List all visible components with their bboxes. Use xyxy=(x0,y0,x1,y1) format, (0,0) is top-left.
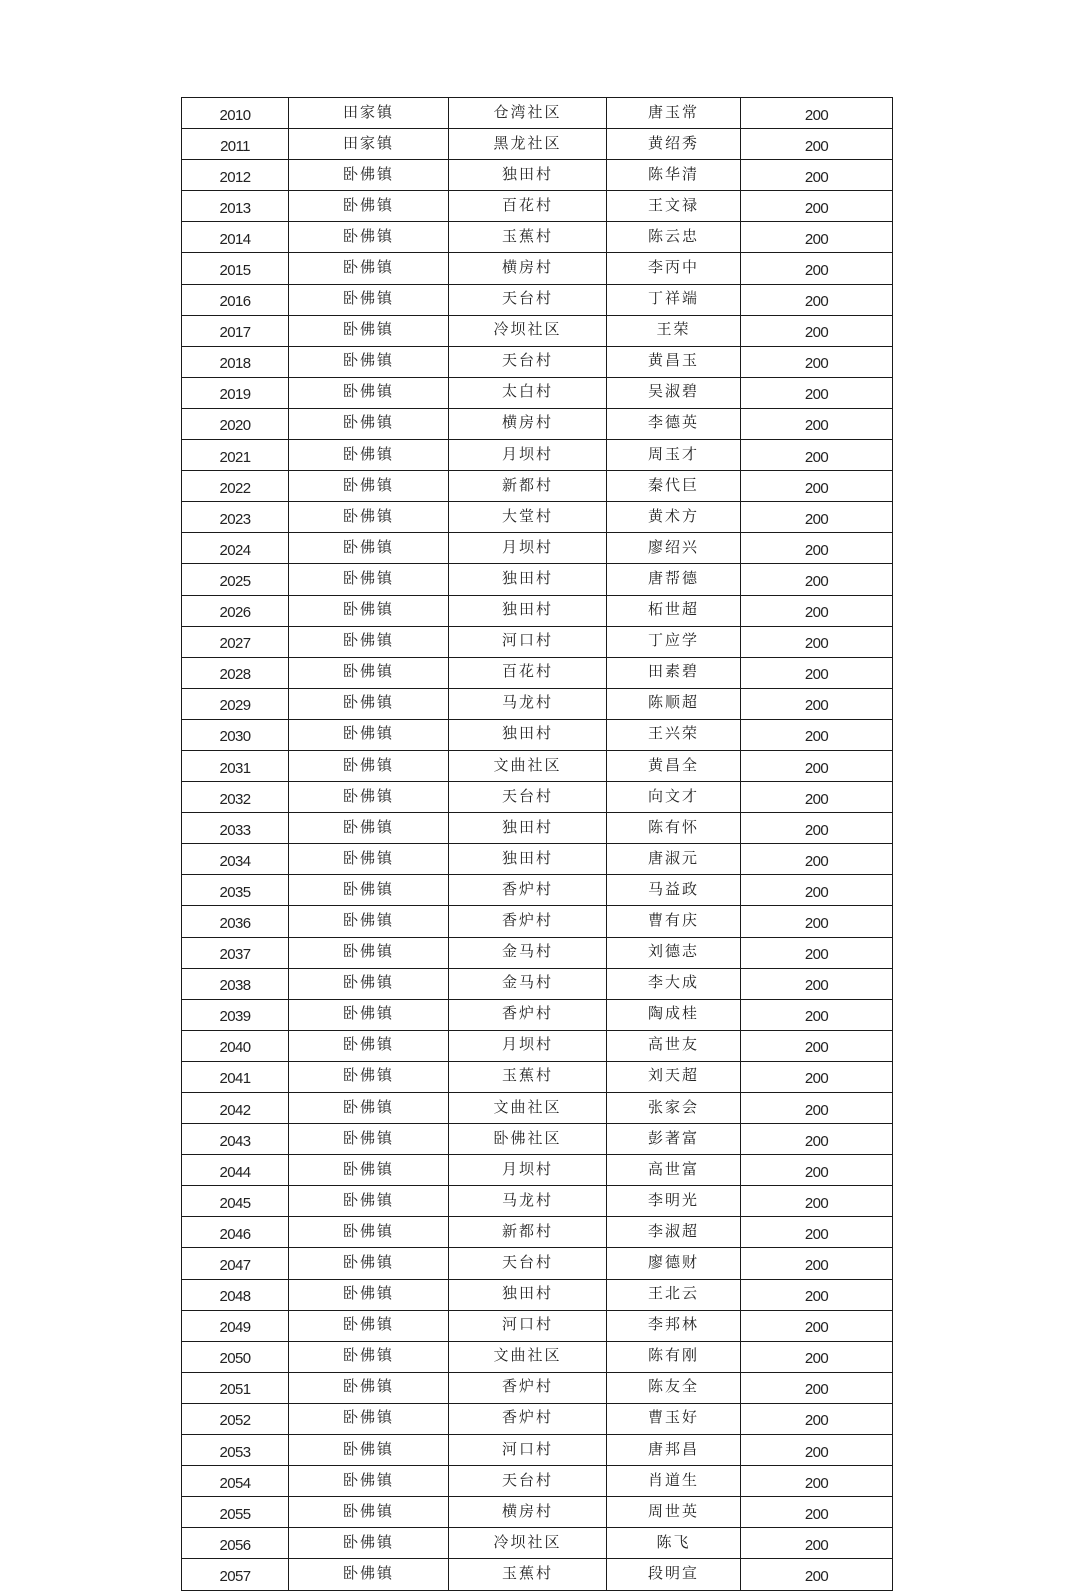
village-cell: 玉蕉村 xyxy=(449,1061,607,1092)
table-row xyxy=(182,284,893,315)
town-cell: 卧佛镇 xyxy=(289,284,449,315)
name-cell: 李德英 xyxy=(607,408,741,439)
name-cell: 肖道生 xyxy=(607,1466,741,1497)
row-number-cell: 2018 xyxy=(182,346,289,377)
row-number-cell: 2021 xyxy=(182,440,289,471)
table-row xyxy=(182,626,893,657)
table-row xyxy=(182,719,893,750)
name-cell: 李大成 xyxy=(607,968,741,999)
village-cell: 大堂村 xyxy=(449,502,607,533)
table-row xyxy=(182,1341,893,1372)
table-row xyxy=(182,98,893,129)
table-row xyxy=(182,595,893,626)
amount-cell: 200 xyxy=(741,440,893,471)
name-cell: 周玉才 xyxy=(607,440,741,471)
amount-cell: 200 xyxy=(741,657,893,688)
row-number-cell: 2045 xyxy=(182,1186,289,1217)
table-row xyxy=(182,844,893,875)
amount-cell: 200 xyxy=(741,346,893,377)
village-cell: 玉蕉村 xyxy=(449,222,607,253)
village-cell: 独田村 xyxy=(449,595,607,626)
name-cell: 向文才 xyxy=(607,782,741,813)
row-number-cell: 2057 xyxy=(182,1559,289,1590)
name-cell: 黄昌玉 xyxy=(607,346,741,377)
table-row xyxy=(182,1186,893,1217)
table-row xyxy=(182,875,893,906)
name-cell: 陶成桂 xyxy=(607,999,741,1030)
amount-cell: 200 xyxy=(741,315,893,346)
town-cell: 卧佛镇 xyxy=(289,377,449,408)
town-cell: 卧佛镇 xyxy=(289,408,449,439)
name-cell: 陈顺超 xyxy=(607,688,741,719)
village-cell: 卧佛社区 xyxy=(449,1124,607,1155)
name-cell: 曹玉好 xyxy=(607,1403,741,1434)
name-cell: 廖绍兴 xyxy=(607,533,741,564)
name-cell: 唐帮德 xyxy=(607,564,741,595)
amount-cell: 200 xyxy=(741,1528,893,1559)
town-cell: 卧佛镇 xyxy=(289,1372,449,1403)
name-cell: 丁祥端 xyxy=(607,284,741,315)
town-cell: 卧佛镇 xyxy=(289,782,449,813)
town-cell: 卧佛镇 xyxy=(289,160,449,191)
town-cell: 卧佛镇 xyxy=(289,1341,449,1372)
village-cell: 玉蕉村 xyxy=(449,1559,607,1590)
town-cell: 卧佛镇 xyxy=(289,595,449,626)
amount-cell: 200 xyxy=(741,1061,893,1092)
row-number-cell: 2026 xyxy=(182,595,289,626)
town-cell: 卧佛镇 xyxy=(289,844,449,875)
village-cell: 横房村 xyxy=(449,1497,607,1528)
amount-cell: 200 xyxy=(741,1155,893,1186)
town-cell: 卧佛镇 xyxy=(289,1559,449,1590)
amount-cell: 200 xyxy=(741,1403,893,1434)
table-row xyxy=(182,1248,893,1279)
village-cell: 黑龙社区 xyxy=(449,129,607,160)
village-cell: 天台村 xyxy=(449,1466,607,1497)
amount-cell: 200 xyxy=(741,906,893,937)
row-number-cell: 2035 xyxy=(182,875,289,906)
row-number-cell: 2046 xyxy=(182,1217,289,1248)
town-cell: 卧佛镇 xyxy=(289,253,449,284)
row-number-cell: 2039 xyxy=(182,999,289,1030)
table-row xyxy=(182,253,893,284)
table-row xyxy=(182,129,893,160)
row-number-cell: 2044 xyxy=(182,1155,289,1186)
table-row xyxy=(182,688,893,719)
village-cell: 冷坝社区 xyxy=(449,1528,607,1559)
village-cell: 金马村 xyxy=(449,968,607,999)
town-cell: 卧佛镇 xyxy=(289,346,449,377)
amount-cell: 200 xyxy=(741,595,893,626)
row-number-cell: 2010 xyxy=(182,98,289,129)
amount-cell: 200 xyxy=(741,1279,893,1310)
amount-cell: 200 xyxy=(741,129,893,160)
amount-cell: 200 xyxy=(741,564,893,595)
name-cell: 王文禄 xyxy=(607,191,741,222)
row-number-cell: 2054 xyxy=(182,1466,289,1497)
amount-cell: 200 xyxy=(741,813,893,844)
town-cell: 卧佛镇 xyxy=(289,719,449,750)
amount-cell: 200 xyxy=(741,408,893,439)
village-cell: 月坝村 xyxy=(449,1030,607,1061)
amount-cell: 200 xyxy=(741,750,893,781)
row-number-cell: 2019 xyxy=(182,377,289,408)
table-row xyxy=(182,377,893,408)
amount-cell: 200 xyxy=(741,1341,893,1372)
table-row xyxy=(182,1466,893,1497)
name-cell: 黄绍秀 xyxy=(607,129,741,160)
name-cell: 丁应学 xyxy=(607,626,741,657)
amount-cell: 200 xyxy=(741,782,893,813)
table-row xyxy=(182,1093,893,1124)
name-cell: 曹有庆 xyxy=(607,906,741,937)
row-number-cell: 2012 xyxy=(182,160,289,191)
table-row xyxy=(182,906,893,937)
table-row xyxy=(182,440,893,471)
village-cell: 横房村 xyxy=(449,253,607,284)
table-row xyxy=(182,750,893,781)
name-cell: 陈云忠 xyxy=(607,222,741,253)
table-row xyxy=(182,1155,893,1186)
town-cell: 卧佛镇 xyxy=(289,1030,449,1061)
amount-cell: 200 xyxy=(741,1186,893,1217)
table-row xyxy=(182,1372,893,1403)
amount-cell: 200 xyxy=(741,937,893,968)
table-row xyxy=(182,564,893,595)
row-number-cell: 2031 xyxy=(182,750,289,781)
row-number-cell: 2023 xyxy=(182,502,289,533)
table-row xyxy=(182,1559,893,1590)
row-number-cell: 2042 xyxy=(182,1093,289,1124)
town-cell: 卧佛镇 xyxy=(289,999,449,1030)
town-cell: 卧佛镇 xyxy=(289,813,449,844)
table-row xyxy=(182,1310,893,1341)
amount-cell: 200 xyxy=(741,377,893,408)
table-row xyxy=(182,1279,893,1310)
town-cell: 卧佛镇 xyxy=(289,1279,449,1310)
village-cell: 香炉村 xyxy=(449,906,607,937)
name-cell: 王荣 xyxy=(607,315,741,346)
name-cell: 唐邦昌 xyxy=(607,1435,741,1466)
row-number-cell: 2029 xyxy=(182,688,289,719)
amount-cell: 200 xyxy=(741,968,893,999)
name-cell: 黄昌全 xyxy=(607,750,741,781)
village-cell: 横房村 xyxy=(449,408,607,439)
name-cell: 陈有怀 xyxy=(607,813,741,844)
village-cell: 文曲社区 xyxy=(449,1093,607,1124)
amount-cell: 200 xyxy=(741,719,893,750)
row-number-cell: 2052 xyxy=(182,1403,289,1434)
table-row xyxy=(182,222,893,253)
table-row xyxy=(182,346,893,377)
village-cell: 百花村 xyxy=(449,191,607,222)
town-cell: 卧佛镇 xyxy=(289,937,449,968)
village-cell: 文曲社区 xyxy=(449,1341,607,1372)
row-number-cell: 2050 xyxy=(182,1341,289,1372)
town-cell: 卧佛镇 xyxy=(289,191,449,222)
row-number-cell: 2017 xyxy=(182,315,289,346)
village-cell: 河口村 xyxy=(449,626,607,657)
village-cell: 独田村 xyxy=(449,1279,607,1310)
town-cell: 卧佛镇 xyxy=(289,626,449,657)
row-number-cell: 2053 xyxy=(182,1435,289,1466)
town-cell: 卧佛镇 xyxy=(289,1497,449,1528)
town-cell: 卧佛镇 xyxy=(289,657,449,688)
row-number-cell: 2048 xyxy=(182,1279,289,1310)
name-cell: 李邦林 xyxy=(607,1310,741,1341)
name-cell: 陈飞 xyxy=(607,1528,741,1559)
village-cell: 天台村 xyxy=(449,284,607,315)
village-cell: 新都村 xyxy=(449,471,607,502)
village-cell: 马龙村 xyxy=(449,688,607,719)
name-cell: 马益政 xyxy=(607,875,741,906)
village-cell: 香炉村 xyxy=(449,875,607,906)
village-cell: 太白村 xyxy=(449,377,607,408)
row-number-cell: 2033 xyxy=(182,813,289,844)
village-cell: 香炉村 xyxy=(449,1403,607,1434)
name-cell: 陈有刚 xyxy=(607,1341,741,1372)
village-cell: 金马村 xyxy=(449,937,607,968)
town-cell: 田家镇 xyxy=(289,129,449,160)
name-cell: 柘世超 xyxy=(607,595,741,626)
town-cell: 卧佛镇 xyxy=(289,564,449,595)
town-cell: 卧佛镇 xyxy=(289,968,449,999)
village-cell: 独田村 xyxy=(449,719,607,750)
table-row xyxy=(182,1528,893,1559)
table-row xyxy=(182,1403,893,1434)
row-number-cell: 2011 xyxy=(182,129,289,160)
name-cell: 刘天超 xyxy=(607,1061,741,1092)
name-cell: 高世富 xyxy=(607,1155,741,1186)
row-number-cell: 2024 xyxy=(182,533,289,564)
amount-cell: 200 xyxy=(741,1217,893,1248)
name-cell: 田素碧 xyxy=(607,657,741,688)
village-cell: 河口村 xyxy=(449,1310,607,1341)
name-cell: 唐淑元 xyxy=(607,844,741,875)
town-cell: 卧佛镇 xyxy=(289,315,449,346)
row-number-cell: 2040 xyxy=(182,1030,289,1061)
village-cell: 仓湾社区 xyxy=(449,98,607,129)
row-number-cell: 2027 xyxy=(182,626,289,657)
amount-cell: 200 xyxy=(741,626,893,657)
amount-cell: 200 xyxy=(741,222,893,253)
amount-cell: 200 xyxy=(741,1310,893,1341)
table-body xyxy=(182,98,893,1591)
table-row xyxy=(182,471,893,502)
town-cell: 卧佛镇 xyxy=(289,1466,449,1497)
village-cell: 河口村 xyxy=(449,1435,607,1466)
town-cell: 卧佛镇 xyxy=(289,1528,449,1559)
table-row xyxy=(182,1435,893,1466)
row-number-cell: 2013 xyxy=(182,191,289,222)
table-row xyxy=(182,1497,893,1528)
row-number-cell: 2032 xyxy=(182,782,289,813)
row-number-cell: 2049 xyxy=(182,1310,289,1341)
name-cell: 彭著富 xyxy=(607,1124,741,1155)
row-number-cell: 2030 xyxy=(182,719,289,750)
amount-cell: 200 xyxy=(741,1466,893,1497)
name-cell: 唐玉常 xyxy=(607,98,741,129)
town-cell: 卧佛镇 xyxy=(289,502,449,533)
name-cell: 李明光 xyxy=(607,1186,741,1217)
village-cell: 香炉村 xyxy=(449,999,607,1030)
row-number-cell: 2016 xyxy=(182,284,289,315)
town-cell: 卧佛镇 xyxy=(289,1435,449,1466)
table-row xyxy=(182,999,893,1030)
amount-cell: 200 xyxy=(741,98,893,129)
table-row xyxy=(182,657,893,688)
name-cell: 李淑超 xyxy=(607,1217,741,1248)
name-cell: 王兴荣 xyxy=(607,719,741,750)
name-cell: 周世英 xyxy=(607,1497,741,1528)
amount-cell: 200 xyxy=(741,875,893,906)
amount-cell: 200 xyxy=(741,284,893,315)
name-cell: 高世友 xyxy=(607,1030,741,1061)
village-cell: 月坝村 xyxy=(449,1155,607,1186)
town-cell: 卧佛镇 xyxy=(289,440,449,471)
amount-cell: 200 xyxy=(741,999,893,1030)
town-cell: 卧佛镇 xyxy=(289,906,449,937)
town-cell: 卧佛镇 xyxy=(289,750,449,781)
row-number-cell: 2034 xyxy=(182,844,289,875)
village-cell: 香炉村 xyxy=(449,1372,607,1403)
name-cell: 陈华清 xyxy=(607,160,741,191)
town-cell: 卧佛镇 xyxy=(289,533,449,564)
name-cell: 段明宣 xyxy=(607,1559,741,1590)
town-cell: 卧佛镇 xyxy=(289,1217,449,1248)
table-row xyxy=(182,1030,893,1061)
row-number-cell: 2043 xyxy=(182,1124,289,1155)
row-number-cell: 2041 xyxy=(182,1061,289,1092)
village-cell: 天台村 xyxy=(449,1248,607,1279)
table-row xyxy=(182,1217,893,1248)
village-cell: 独田村 xyxy=(449,160,607,191)
name-cell: 张家会 xyxy=(607,1093,741,1124)
village-cell: 月坝村 xyxy=(449,440,607,471)
table-row xyxy=(182,1061,893,1092)
row-number-cell: 2047 xyxy=(182,1248,289,1279)
village-cell: 百花村 xyxy=(449,657,607,688)
amount-cell: 200 xyxy=(741,533,893,564)
town-cell: 卧佛镇 xyxy=(289,875,449,906)
name-cell: 秦代巨 xyxy=(607,471,741,502)
table-row xyxy=(182,813,893,844)
amount-cell: 200 xyxy=(741,191,893,222)
table-row xyxy=(182,782,893,813)
name-cell: 陈友全 xyxy=(607,1372,741,1403)
name-cell: 李丙中 xyxy=(607,253,741,284)
amount-cell: 200 xyxy=(741,1372,893,1403)
row-number-cell: 2025 xyxy=(182,564,289,595)
town-cell: 卧佛镇 xyxy=(289,1310,449,1341)
town-cell: 卧佛镇 xyxy=(289,1248,449,1279)
town-cell: 卧佛镇 xyxy=(289,1061,449,1092)
amount-cell: 200 xyxy=(741,502,893,533)
row-number-cell: 2038 xyxy=(182,968,289,999)
village-cell: 独田村 xyxy=(449,564,607,595)
village-cell: 独田村 xyxy=(449,813,607,844)
village-cell: 天台村 xyxy=(449,346,607,377)
table-row xyxy=(182,160,893,191)
table-row xyxy=(182,502,893,533)
amount-cell: 200 xyxy=(741,160,893,191)
village-cell: 马龙村 xyxy=(449,1186,607,1217)
row-number-cell: 2020 xyxy=(182,408,289,439)
amount-cell: 200 xyxy=(741,688,893,719)
table-row xyxy=(182,937,893,968)
row-number-cell: 2051 xyxy=(182,1372,289,1403)
row-number-cell: 2014 xyxy=(182,222,289,253)
town-cell: 田家镇 xyxy=(289,98,449,129)
village-cell: 新都村 xyxy=(449,1217,607,1248)
town-cell: 卧佛镇 xyxy=(289,1093,449,1124)
row-number-cell: 2022 xyxy=(182,471,289,502)
table-row xyxy=(182,315,893,346)
name-cell: 王北云 xyxy=(607,1279,741,1310)
name-cell: 黄术方 xyxy=(607,502,741,533)
amount-cell: 200 xyxy=(741,1093,893,1124)
town-cell: 卧佛镇 xyxy=(289,1186,449,1217)
amount-cell: 200 xyxy=(741,1248,893,1279)
name-cell: 廖德财 xyxy=(607,1248,741,1279)
name-cell: 刘德志 xyxy=(607,937,741,968)
town-cell: 卧佛镇 xyxy=(289,471,449,502)
row-number-cell: 2028 xyxy=(182,657,289,688)
village-cell: 文曲社区 xyxy=(449,750,607,781)
village-cell: 独田村 xyxy=(449,844,607,875)
amount-cell: 200 xyxy=(741,253,893,284)
town-cell: 卧佛镇 xyxy=(289,1124,449,1155)
table-row xyxy=(182,1124,893,1155)
row-number-cell: 2015 xyxy=(182,253,289,284)
town-cell: 卧佛镇 xyxy=(289,1155,449,1186)
town-cell: 卧佛镇 xyxy=(289,1403,449,1434)
table-row xyxy=(182,191,893,222)
town-cell: 卧佛镇 xyxy=(289,688,449,719)
subsidy-roster-table xyxy=(181,97,893,1591)
name-cell: 吴淑碧 xyxy=(607,377,741,408)
village-cell: 天台村 xyxy=(449,782,607,813)
table-row xyxy=(182,408,893,439)
village-cell: 月坝村 xyxy=(449,533,607,564)
amount-cell: 200 xyxy=(741,1559,893,1590)
amount-cell: 200 xyxy=(741,1435,893,1466)
table-row xyxy=(182,533,893,564)
amount-cell: 200 xyxy=(741,1124,893,1155)
amount-cell: 200 xyxy=(741,1030,893,1061)
town-cell: 卧佛镇 xyxy=(289,222,449,253)
table-row xyxy=(182,968,893,999)
amount-cell: 200 xyxy=(741,471,893,502)
village-cell: 冷坝社区 xyxy=(449,315,607,346)
amount-cell: 200 xyxy=(741,1497,893,1528)
row-number-cell: 2037 xyxy=(182,937,289,968)
row-number-cell: 2056 xyxy=(182,1528,289,1559)
amount-cell: 200 xyxy=(741,844,893,875)
row-number-cell: 2036 xyxy=(182,906,289,937)
row-number-cell: 2055 xyxy=(182,1497,289,1528)
